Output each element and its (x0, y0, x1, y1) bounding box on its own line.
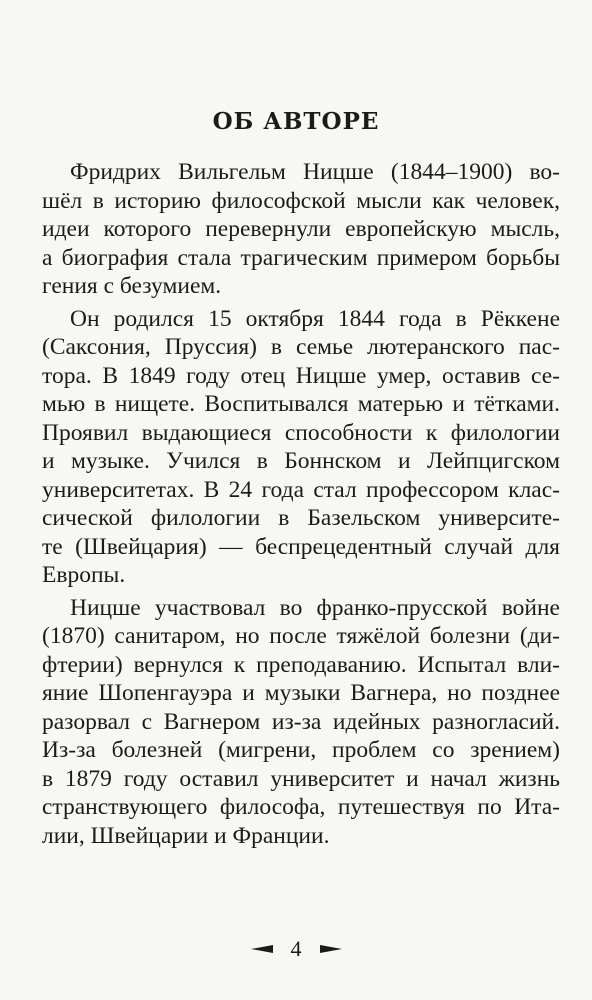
text-line: Европы. (42, 562, 126, 588)
text-line: идеи которого перевернули европейскую мысль, (42, 216, 560, 242)
text-line: и музыке. Учился в Боннском и Лейпцигском (42, 448, 560, 474)
text-line: разорвал с Вагнером из-за идейных разногласий. (42, 708, 560, 735)
text-line: шёл в историю философской мысли как человек, (42, 187, 560, 214)
text-line: а биография стала трагическим примером борьбы (42, 244, 560, 271)
page-number: 4 (290, 936, 302, 961)
text-line: фтерии) вернулся к преподаванию. Испытал вли- (42, 651, 560, 678)
text-line: университетах. В 24 года стал профессором клас- (42, 476, 560, 503)
text-line: Проявил выдающиеся способности к филологии (42, 419, 560, 446)
text-line: сической филологии в Базельском университе- (42, 505, 560, 531)
text-line: мью в нищете. Воспитывался матерью и тётками. (42, 391, 560, 417)
page-footer (0, 936, 592, 962)
section-title: ОБ АВТОРЕ (212, 108, 380, 135)
text-line: в 1879 году оставил университет и начал жизнь (42, 765, 560, 792)
arrow-left-icon (251, 945, 273, 953)
text-line: лии, Швейцарии и Франции. (42, 822, 330, 849)
text-line: те (Швейцария) — беспрецедентный случай для (42, 533, 560, 560)
text-line: Фридрих Вильгельм Ницше (1844–1900) во- (70, 159, 560, 185)
text-line: Из-за болезней (мигрени, проблем со зрением) (42, 737, 560, 763)
text-line: (1870) санитаром, но после тяжёлой болезни (ди- (42, 623, 560, 649)
text-line: Он родился 15 октября 1844 года в Рёккене (70, 305, 560, 332)
text-line: гения с безумием. (42, 273, 222, 299)
text-line: странствующего философа, путешествуя по Ита- (42, 794, 560, 820)
arrow-right-icon (320, 945, 342, 953)
text-line: тора. В 1849 году отец Ницше умер, оставив се- (42, 362, 560, 389)
text-line: яние Шопенгауэра и музыки Вагнера, но позднее (42, 680, 560, 706)
text-line: Ницше участвовал во франко-прусской войне (70, 594, 560, 621)
body-text (42, 158, 560, 850)
text-line: (Саксония, Пруссия) в семье лютеранского пас- (42, 334, 560, 360)
